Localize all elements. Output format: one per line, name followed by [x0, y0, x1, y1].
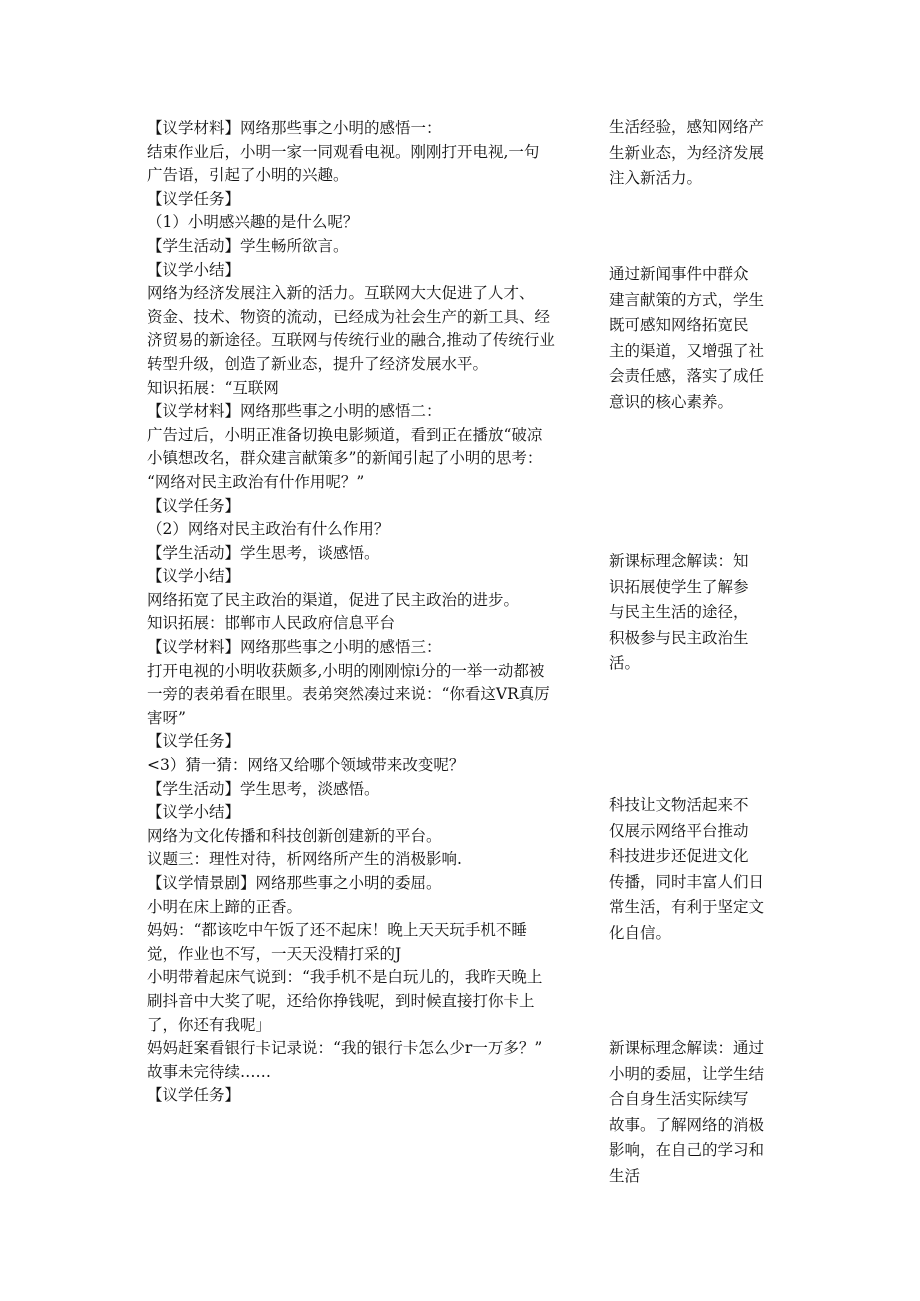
text-line: （2）网络对民主政治有什么作用？: [147, 520, 390, 539]
side-note-line: 积极参与民主政治生: [609, 628, 749, 647]
text-line: 【议学材料】网络那些事之小明的感悟二：: [147, 402, 442, 421]
text-line: 【学生活动】学生畅所欲言。: [147, 236, 349, 255]
side-note-line: 新课标理念解读：通过: [609, 1039, 765, 1057]
text-line: 一旁的表弟看在眼里。表弟突然凑过来说：“你看这VR真厉: [147, 685, 550, 704]
side-note-line: 活。: [609, 654, 641, 672]
side-note-line: 影响，在自己的学习和: [609, 1141, 765, 1159]
side-note-line: 科技进步还促进文化: [609, 847, 749, 865]
text-line: 打开电视的小明收获颇多,小明的刚刚惊i分的一举一动都被: [147, 661, 545, 680]
text-line: 小明在床上蹄的正香。: [147, 897, 303, 916]
text-line: 【议学材料】网络那些事之小明的感悟一：: [147, 119, 442, 137]
side-note-line: 会责任感，落实了成任: [609, 367, 765, 385]
side-note-2: [609, 262, 784, 415]
side-note-3: [609, 549, 784, 677]
side-note-line: 主的渠道，又增强了社: [609, 341, 765, 360]
side-note-5: [609, 1036, 784, 1189]
text-line: 议题三：理性对待，析网络所产生的消极影响.: [147, 850, 462, 869]
text-line: 【议学小结】: [147, 567, 241, 586]
text-line: 故事未完待续……: [147, 1062, 272, 1081]
text-line: 网络为经济发展注入新的活力。互联网大大促进了人才、: [147, 284, 535, 303]
side-note-1: [609, 115, 784, 192]
text-line: （1）小明感兴趣的是什么呢？: [147, 213, 359, 232]
text-line: 广告语，引起了小明的兴趣。: [147, 166, 349, 185]
text-line: 转型升级，创造了新业态，提升了经济发展水平。: [147, 354, 489, 373]
text-line: 知识拓展：邯郸市人民政府信息平台: [147, 614, 396, 633]
text-line: 【议学情景剧】网络那些事之小明的委屈。: [147, 874, 442, 892]
text-line: 小明带着起床气说到：“我手机不是白玩儿的，我昨天晚上: [147, 968, 543, 987]
text-line: <3）猜一猜：网络又给哪个领域带来改变呢？: [147, 756, 465, 775]
text-line: 妈妈：“都该吃中午饭了还不起床！晚上天天玩手机不睡: [147, 921, 527, 940]
side-note-4: [609, 793, 784, 946]
side-note-line: 小明的委屈，让学生结: [609, 1064, 765, 1083]
text-line: 【学生活动】学生思考，谈感悟。: [147, 543, 380, 562]
side-note-line: 与民主生活的途径，: [609, 603, 749, 621]
text-line: 广告过后，小明正准备切换电影频道，看到正在播放“破凉: [147, 425, 543, 444]
side-note-line: 生活: [609, 1166, 641, 1185]
text-line: “网络对民主政治有什作用呢？”: [147, 472, 365, 491]
side-note-line: 传播，同时丰富人们日: [609, 872, 765, 891]
text-line: 结束作业后，小明一家一同观看电视。刚刚打开电视,一句: [147, 142, 540, 161]
side-note-line: 通过新闻事件中群众: [609, 265, 749, 283]
text-line: 【学生活动】学生思考，淡感悟。: [147, 779, 380, 798]
side-note-line: 新课标理念解读：知: [609, 552, 749, 570]
side-note-line: 仅展示网络平台推动: [609, 821, 749, 840]
text-line: 妈妈赶案看银行卡记录说：“我的银行卡怎么少r一万多？”: [147, 1039, 543, 1058]
side-note-line: 既可感知网络拓宽民: [609, 316, 749, 334]
text-line: 【议学材料】网络那些事之小明的感悟三：: [147, 638, 442, 657]
text-line: 网络为文化传播和科技创新创建新的平台。: [147, 826, 442, 845]
side-note-line: 生新业态，为经济发展: [609, 143, 765, 162]
text-line: 【议学小结】: [147, 260, 241, 279]
text-line: 网络拓宽了民主政治的渠道，促进了民主政治的进步。: [147, 590, 520, 609]
side-note-line: 注入新活力。: [609, 169, 703, 187]
text-line: 知识拓展：“互联网: [147, 378, 279, 397]
text-line: 【议学任务】: [147, 1086, 241, 1105]
text-line: 资金、技术、物资的流动，已经成为社会生产的新工具、经: [147, 307, 551, 326]
text-line: 【议学任务】: [147, 732, 241, 751]
side-note-line: 科技让文物活起来不: [609, 796, 749, 814]
text-line: 觉，作业也不写，一天天没精打采的J: [147, 944, 402, 963]
text-line: 了，你还有我呢」: [147, 1015, 272, 1034]
text-line: 刷抖音中大奖了呢，还给你挣钱呢，到时候直接打你卡上: [147, 991, 535, 1010]
side-note-line: 生活经验，感知网络产: [609, 118, 765, 136]
side-note-line: 故事。了解网络的消极: [609, 1115, 765, 1134]
text-line: 小镇想改名，群众建言献策多”的新闻引起了小明的思考：: [147, 449, 543, 468]
side-note-line: 意识的核心素养。: [609, 392, 734, 411]
side-note-line: 常生活，有利于坚定文: [609, 898, 765, 916]
text-line: 【议学小结】: [147, 803, 241, 822]
text-line: 【议学任务】: [147, 496, 241, 515]
text-line: 害呀”: [147, 708, 186, 727]
side-note-line: 化自信。: [609, 923, 672, 942]
main-text-column: [147, 117, 595, 1108]
side-note-line: 合自身生活实际续写: [609, 1090, 749, 1108]
text-line: 济贸易的新途径。互联网与传统行业的融合,推动了传统行业: [147, 331, 555, 350]
side-note-line: 识拓展使学生了解参: [609, 577, 749, 596]
text-line: 【议学任务】: [147, 189, 241, 208]
side-note-line: 建言献策的方式，学生: [609, 290, 765, 309]
